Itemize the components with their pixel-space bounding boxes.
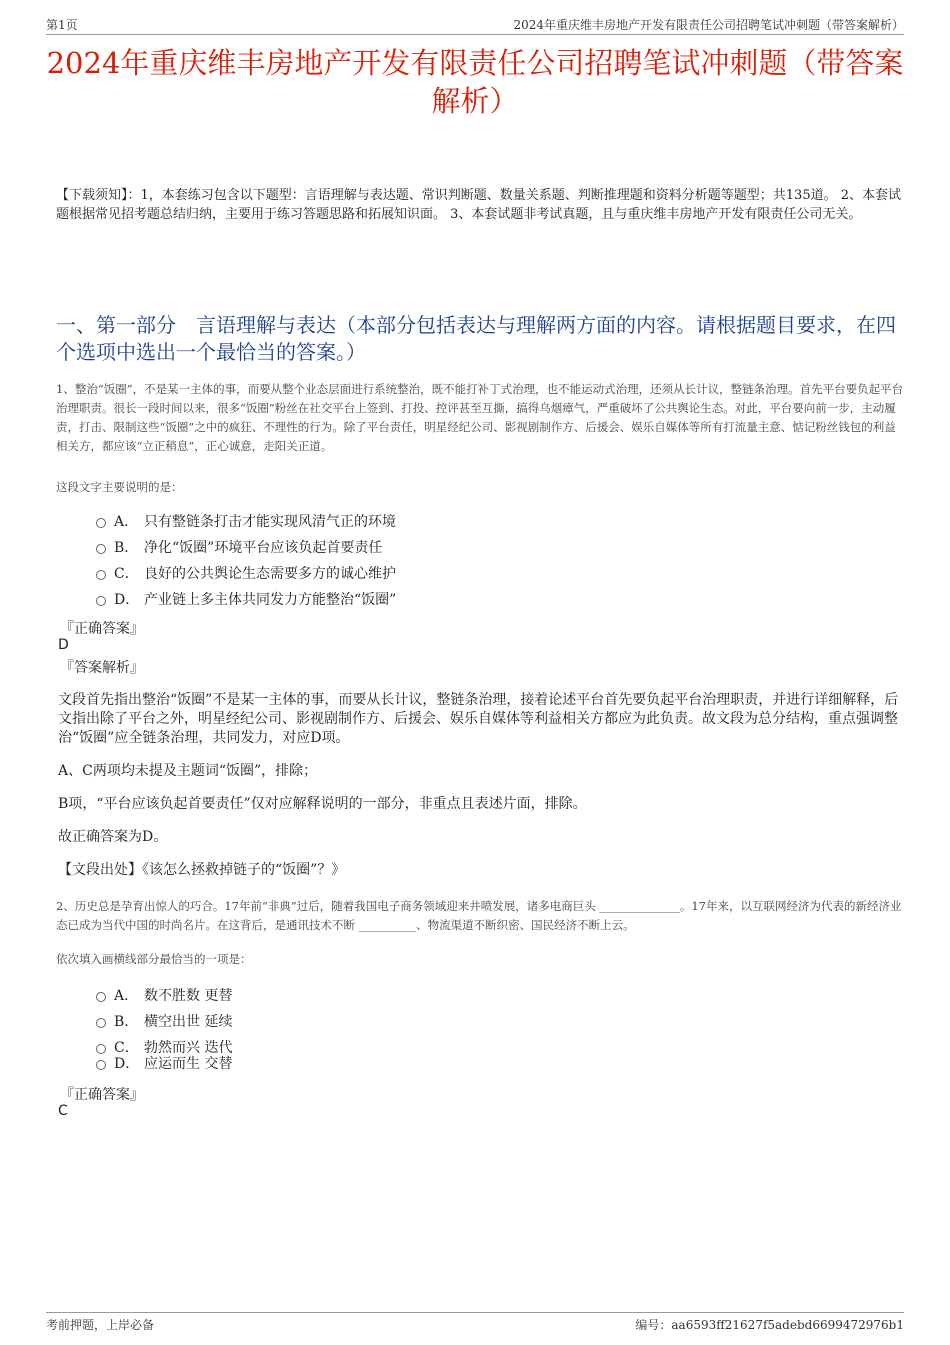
section-title: 一、第一部分 言语理解与表达（本部分包括表达与理解两方面的内容。请根据题目要求，在四个选项中选出一个最恰当的答案。） xyxy=(56,313,896,364)
question-1-stem: 1、整治“饭圈”，不是某一主体的事，而要从整个业态层面进行系统整治，既不能打补丁式治理，也不能运动式治理，还须从长计议，整链条治理。首先平台要负起平台治理职责。很长一段时间以来，很多“饭圈”粉丝在社交平台上签到、打投、控评甚至互撕，搞得乌烟瘴气，严重破坏了公共舆论生态。对此，平台要向前一步，主动履责，打击、限制这些“饭圈”之中的疯狂、不理性的行为。除了平台责任，明星经纪公司、影视剧制作方、后援会、娱乐自媒体等所有打流量主意、惦记粉丝钱包的利益相关方，都应该“立正稍息”，正心诚意，走阳关正道。 xyxy=(56,382,904,453)
radio-icon[interactable] xyxy=(96,1044,106,1054)
question-1-prompt: 这段文字主要说明的是： xyxy=(56,480,183,494)
radio-icon[interactable] xyxy=(96,518,106,528)
radio-icon[interactable] xyxy=(96,596,106,606)
question-1-analysis-label: 『答案解析』 xyxy=(60,660,144,676)
question-2-option-c[interactable]: C． 勃然而兴 迭代 xyxy=(96,1034,232,1060)
download-notice: 【下载须知】：1，本套练习包含以下题型：言语理解与表达题、常识判断题、数量关系题、判断推理题和资料分析题等题型；共135道。 2、本套试题根据常见招考题总结归纳，主要用于练习答题思路和拓展知识面。 3、本套试题非考试真题，且与重庆维丰房地产开发有限责任公司无关。 xyxy=(56,188,901,222)
question-2-prompt: 依次填入画横线部分最恰当的一项是： xyxy=(56,952,252,966)
page-header xyxy=(46,14,904,35)
question-1-answer: D xyxy=(58,637,69,653)
document-title: 2024年重庆维丰房地产开发有限责任公司招聘笔试冲刺题（带答案解析） xyxy=(46,46,904,118)
radio-icon[interactable] xyxy=(96,1018,106,1028)
page-footer xyxy=(46,1312,904,1333)
radio-icon[interactable] xyxy=(96,570,106,580)
radio-icon[interactable] xyxy=(96,544,106,554)
header-doc-title: 2024年重庆维丰房地产开发有限责任公司招聘笔试冲刺题（带答案解析） xyxy=(513,18,904,32)
question-1-options xyxy=(96,508,396,612)
question-1-answer-label: 『正确答案』 xyxy=(60,621,144,637)
radio-icon[interactable] xyxy=(96,992,106,1002)
question-2-option-b[interactable]: B． 横空出世 延续 xyxy=(96,1008,232,1034)
question-1-option-c[interactable]: C． 良好的公共舆论生态需要多方的诚心维护 xyxy=(96,560,396,586)
question-2-answer: C xyxy=(58,1103,68,1119)
question-1-option-d[interactable]: D． 产业链上多主体共同发力方能整治“饭圈” xyxy=(96,586,396,612)
question-1-source: 【文段出处】《该怎么拯救掉链子的“饭圈”？》 xyxy=(58,862,346,878)
footer-slogan: 考前押题，上岸必备 xyxy=(46,1318,155,1332)
question-2-option-a[interactable]: A． 数不胜数 更替 xyxy=(96,982,232,1008)
question-1-option-b[interactable]: B． 净化“饭圈”环境平台应该负起首要责任 xyxy=(96,534,396,560)
footer-serial: 编号：aa6593ff21627f5adebd6699472976b1 xyxy=(635,1318,904,1332)
question-1-option-a[interactable]: A． 只有整链条打击才能实现风清气正的环境 xyxy=(96,508,396,534)
question-1-analysis-paragraph: 故正确答案为D。 xyxy=(58,829,168,845)
question-2-stem: 2、历史总是孕育出惊人的巧合。17年前“非典”过后，随着我国电子商务领域迎来井喷发展，诸多电商巨头 ______________。17年来，以互联网经济为代表的新经济业态已成为当代中国的时尚名片。在这背后，是通讯技术不断 __________、物流渠道不断织密、国民经济不断上云。 xyxy=(56,899,902,932)
radio-icon[interactable] xyxy=(96,1060,106,1070)
question-1-analysis-paragraph: B项，“平台应该负起首要责任”仅对应解释说明的一部分，非重点且表述片面，排除。 xyxy=(58,796,587,812)
question-1-analysis-paragraph: 文段首先指出整治“饭圈”不是某一主体的事，而要从长计议，整链条治理，接着论述平台首先要负起平台治理职责，并进行详细解释，后文指出除了平台之外，明星经纪公司、影视剧制作方、后援会、娱乐自媒体等利益相关方都应为此负责。故文段为总分结构，重点强调整治“饭圈”应全链条治理，共同发力，对应D项。 xyxy=(58,692,899,746)
question-1-analysis-paragraph: A、C两项均未提及主题词“饭圈”，排除； xyxy=(58,763,318,779)
question-2-option-d[interactable]: D． 应运而生 交替 xyxy=(96,1054,232,1072)
question-2-options xyxy=(96,982,232,1072)
page-number: 第1页 xyxy=(46,18,78,32)
question-2-answer-label: 『正确答案』 xyxy=(60,1087,144,1103)
